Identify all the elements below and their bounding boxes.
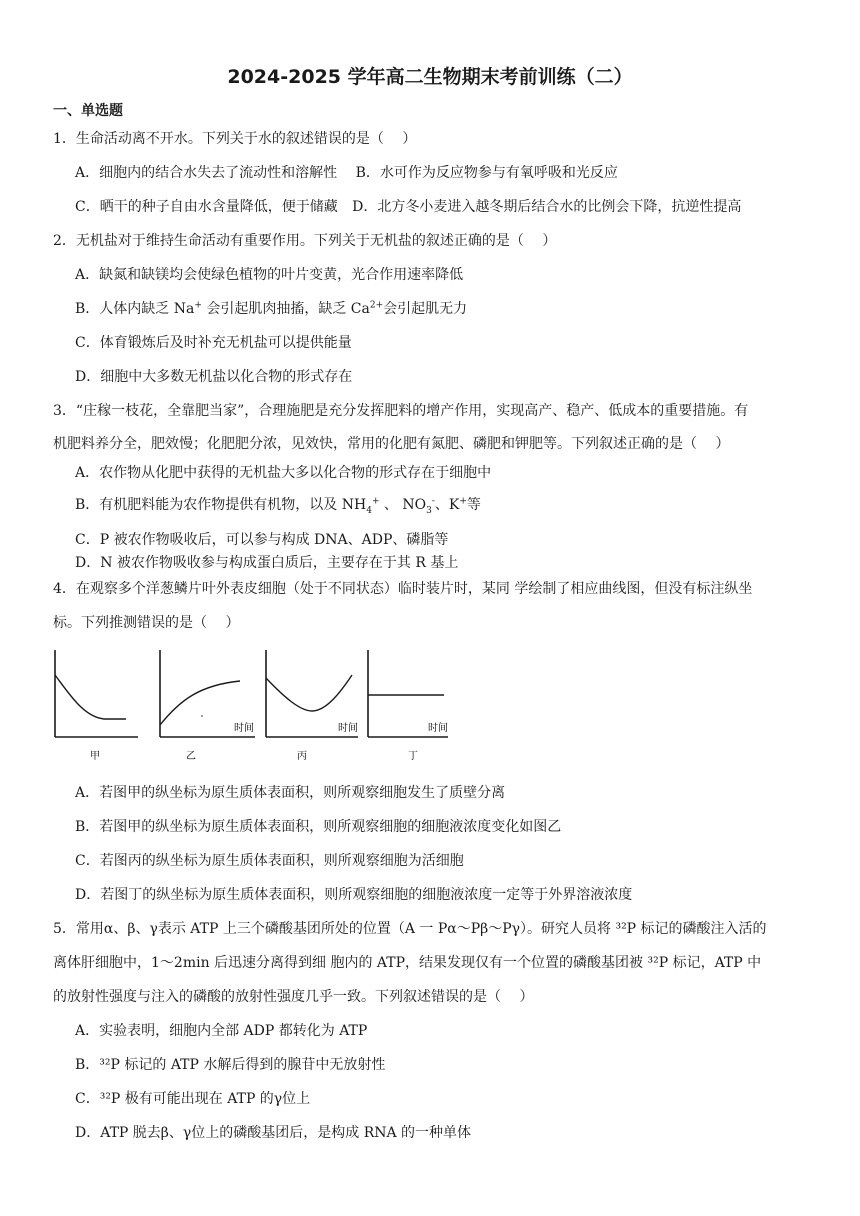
q3-option-b[interactable] bbox=[75, 494, 481, 516]
graph-jia-name: 甲 bbox=[90, 751, 100, 762]
section-heading: 一、单选题 bbox=[53, 103, 123, 119]
q3-stem-line1: 3．“庄稼一枝花，全靠肥当家”，合理施肥是充分发挥肥料的增产作用，实现高产、稳产、低成本的重要措施。有 bbox=[53, 403, 749, 419]
q3-option-a[interactable]: A．农作物从化肥中获得的无机盐大多以化合物的形式存在于细胞中 bbox=[75, 465, 492, 481]
q3-stem-line2: 机肥料养分全，肥效慢；化肥肥分浓，见效快，常用的化肥有氮肥、磷肥和钾肥等。下列叙述正确的是（ ） bbox=[53, 436, 730, 452]
graph-bing-xlabel: 时间 bbox=[338, 723, 358, 734]
q3-option-b-sup1: + bbox=[371, 496, 380, 507]
q3-option-b-sup2: - bbox=[431, 496, 435, 507]
q5-option-d[interactable]: D．ATP 脱去β、γ位上的磷酸基团后，是构成 RNA 的一种单体 bbox=[75, 1125, 472, 1141]
q4-stem-line2: 标。下列推测错误的是（ ） bbox=[53, 615, 240, 631]
q5-option-a[interactable]: A．实验表明，细胞内全部 ADP 都转化为 ATP bbox=[75, 1023, 368, 1039]
graph-ding-xlabel: 时间 bbox=[428, 723, 448, 734]
q2-option-b[interactable] bbox=[75, 298, 467, 318]
q1-option-c-text: C．晒干的种子自由水含量降低，便于储藏 bbox=[75, 199, 338, 215]
graph-ding bbox=[368, 650, 448, 762]
graph-yi-dot bbox=[201, 715, 202, 716]
q4-option-b[interactable]: B．若图甲的纵坐标为原生质体表面积，则所观察细胞的细胞液浓度变化如图乙 bbox=[75, 819, 562, 835]
q1-option-b-text[interactable]: B．水可作为反应物参与有氧呼吸和光反应 bbox=[355, 165, 618, 181]
q5-option-c[interactable]: C．³²P 极有可能出现在 ATP 的γ位上 bbox=[75, 1091, 311, 1107]
q5-option-b[interactable]: B．³²P 标记的 ATP 水解后得到的腺苷中无放射性 bbox=[75, 1057, 386, 1073]
q2-option-b-sup2: 2+ bbox=[369, 300, 384, 311]
q3-option-b-post: 等 bbox=[466, 497, 481, 513]
q1-option-a[interactable] bbox=[75, 162, 618, 182]
q2-option-b-post: 会引起肌无力 bbox=[383, 301, 468, 317]
q1-option-c[interactable] bbox=[75, 196, 741, 216]
q2-option-d[interactable]: D．细胞中大多数无机盐以化合物的形式存在 bbox=[75, 369, 353, 385]
q2-stem: 2．无机盐对于维持生命活动有重要作用。下列关于无机盐的叙述正确的是（ ） bbox=[53, 233, 557, 249]
q3-option-d[interactable]: D．N 被农作物吸收参与构成蛋白质后，主要存在于其 R 基上 bbox=[75, 555, 459, 571]
q1-option-d-text[interactable]: D．北方冬小麦进入越冬期后结合水的比例会下降，抗逆性提高 bbox=[352, 199, 742, 215]
q5-stem-line2: 离体肝细胞中，1～2min 后迅速分离得到细 胞内的 ATP，结果发现仅有一个位置的磷酸基团被 ³²P 标记，ATP 中 bbox=[53, 955, 762, 971]
q2-option-a[interactable]: A．缺氮和缺镁均会使绿色植物的叶片变黄，光合作用速率降低 bbox=[75, 267, 464, 283]
q3-option-b-sub1: 4 bbox=[366, 505, 372, 516]
q3-option-b-sub2: 3 bbox=[426, 505, 432, 516]
q3-option-b-mid2: 、K bbox=[434, 497, 460, 513]
q3-option-b-mid: 、 NO bbox=[379, 497, 427, 513]
graph-yi bbox=[160, 650, 255, 762]
graph-yi-curve bbox=[160, 681, 240, 725]
q4-option-d[interactable]: D．若图丁的纵坐标为原生质体表面积，则所观察细胞的细胞液浓度一定等于外界溶液浓度 bbox=[75, 887, 633, 903]
page-title: 2024-2025 学年高二生物期末考前训练（二） bbox=[227, 66, 633, 88]
q2-option-b-sup1: + bbox=[194, 300, 202, 311]
graph-ding-name: 丁 bbox=[408, 751, 418, 762]
q3-option-b-pre: B．有机肥料能为农作物提供有机物，以及 NH bbox=[75, 497, 367, 513]
graph-bing bbox=[266, 650, 358, 762]
graph-yi-xlabel: 时间 bbox=[234, 723, 254, 734]
graph-jia-curve bbox=[55, 675, 126, 719]
q5-stem-line1: 5．常用α、β、γ表示 ATP 上三个磷酸基团所处的位置（A 一 Pα～Pβ～Pγ）。研究人员将 ³²P 标记的磷酸注入活的 bbox=[53, 921, 767, 937]
q4-option-c[interactable]: C．若图丙的纵坐标为原生质体表面积，则所观察细胞为活细胞 bbox=[75, 853, 464, 869]
q2-option-c[interactable]: C．体育锻炼后及时补充无机盐可以提供能量 bbox=[75, 335, 352, 351]
q4-stem-line1: 4．在观察多个洋葱鳞片叶外表皮细胞（处于不同状态）临时装片时，某同 学绘制了相应曲线图，但没有标注纵坐 bbox=[53, 581, 753, 597]
graph-yi-name: 乙 bbox=[186, 751, 196, 762]
graph-bing-curve bbox=[266, 675, 352, 711]
q4-option-a[interactable]: A．若图甲的纵坐标为原生质体表面积，则所观察细胞发生了质壁分离 bbox=[75, 785, 506, 801]
q4-curve-graphs bbox=[50, 645, 450, 770]
graph-bing-name: 丙 bbox=[297, 751, 307, 762]
q3-option-b-sup3: + bbox=[459, 496, 467, 507]
q1-option-a-text: A．细胞内的结合水失去了流动性和溶解性 bbox=[75, 165, 338, 181]
q5-stem-line3: 的放射性强度与注入的磷酸的放射性强度几乎一致。下列叙述错误的是（ ） bbox=[53, 989, 534, 1005]
q2-option-b-mid: 会引起肌肉抽搐，缺乏 Ca bbox=[201, 301, 370, 317]
q2-option-b-pre: B．人体内缺乏 Na bbox=[75, 301, 195, 317]
q3-option-c[interactable]: C．P 被农作物吸收后，可以参与构成 DNA、ADP、磷脂等 bbox=[75, 532, 449, 548]
graph-jia bbox=[55, 650, 138, 762]
q1-stem: 1．生命活动离不开水。下列关于水的叙述错误的是（ ） bbox=[53, 131, 417, 147]
